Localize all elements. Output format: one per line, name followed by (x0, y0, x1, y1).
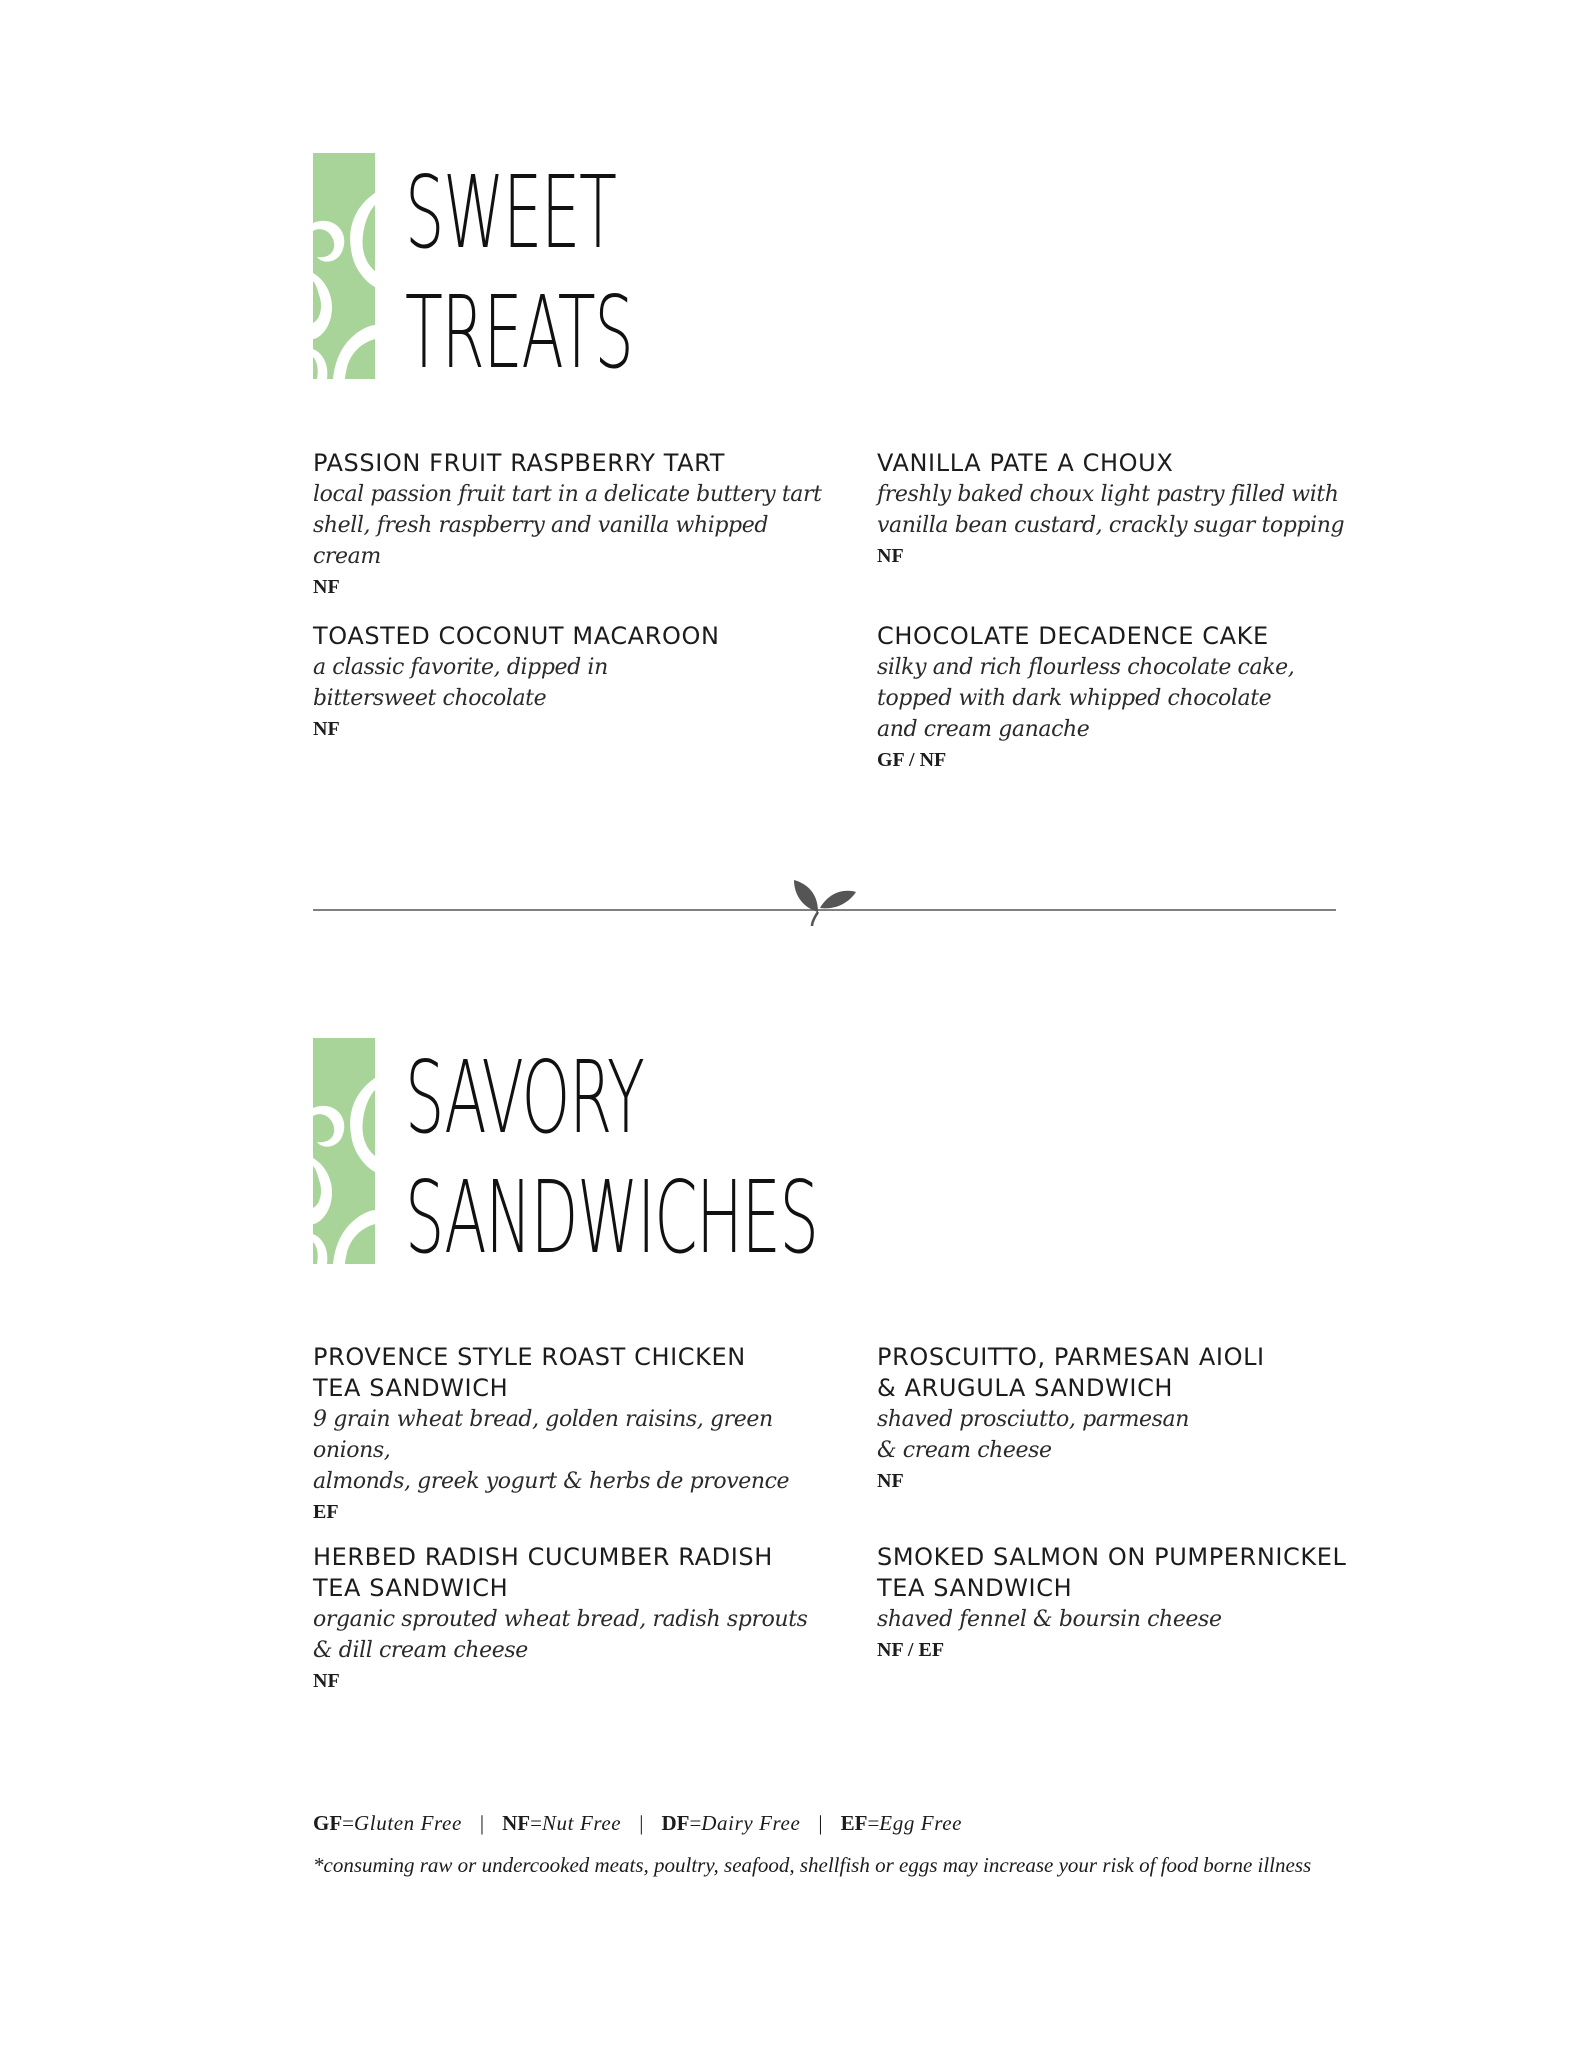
dietary-legend (313, 1808, 962, 1838)
menu-item-name: PASSION FRUIT RASPBERRY TART (313, 449, 725, 477)
section-title-line: SAVORY (405, 1039, 644, 1156)
legend-abbr: DF (661, 1811, 690, 1835)
menu-item-tags: GF / NF (877, 749, 947, 771)
legend-separator: | (639, 1811, 644, 1835)
menu-item-name: PROSCUITTO, PARMESAN AIOLI & ARUGULA SANDWICH (877, 1343, 1265, 1402)
menu-item-tags: NF (313, 718, 340, 740)
menu-item (877, 1342, 1397, 1497)
menu-item-description: 9 grain wheat bread, golden raisins, green onions, almonds, greek yogurt & herbs de provence (313, 1407, 790, 1494)
legend-abbr: NF (502, 1811, 531, 1835)
legend-abbr: EF (840, 1811, 868, 1835)
legend-equals: = (867, 1811, 880, 1835)
menu-item-name: PROVENCE STYLE ROAST CHICKEN TEA SANDWICH (313, 1343, 746, 1402)
savory-sandwiches-title (405, 1038, 1071, 1278)
legend-separator: | (479, 1811, 485, 1835)
menu-item-description: local passion fruit tart in a delicate buttery tart shell, fresh raspberry and vanilla whipped cream (313, 482, 822, 569)
savory-sandwiches-header (313, 1038, 1071, 1278)
menu-item (313, 1342, 833, 1528)
menu-item-description: shaved fennel & boursin cheese (877, 1607, 1222, 1632)
menu-item (313, 621, 833, 745)
menu-item-description: shaved prosciutto, parmesan & cream cheese (877, 1407, 1190, 1463)
menu-item-name: TOASTED COCONUT MACAROON (313, 622, 720, 650)
legend-equals: = (689, 1811, 702, 1835)
menu-item-tags: NF / EF (877, 1639, 945, 1661)
section-title-line: TREATS (405, 274, 633, 391)
menu-item-description: a classic favorite, dipped in bittersweet chocolate (313, 655, 608, 711)
leaf-divider-icon (790, 878, 856, 928)
menu-item-tags: NF (313, 576, 340, 598)
leaf-logo-icon (313, 153, 375, 379)
menu-item-tags: NF (877, 545, 904, 567)
menu-item-name: VANILLA PATE A CHOUX (877, 449, 1174, 477)
menu-item (313, 1542, 833, 1697)
legend-meaning: Egg Free (879, 1811, 963, 1835)
menu-item-description: organic sprouted wheat bread, radish sprouts & dill cream cheese (313, 1607, 808, 1663)
leaf-logo-icon (313, 1038, 375, 1264)
sweet-treats-title (405, 153, 772, 393)
legend-abbr: GF (313, 1811, 343, 1835)
section-title-line: SWEET (405, 154, 616, 271)
section-title-line: SANDWICHES (405, 1159, 818, 1276)
food-safety-disclaimer: *consuming raw or undercooked meats, poultry, seafood, shellfish or eggs may increase your risk of food borne illness (313, 1853, 1312, 1877)
menu-item (877, 621, 1397, 776)
menu-item (313, 448, 833, 603)
menu-item-tags: NF (313, 1670, 340, 1692)
legend-separator: | (818, 1811, 823, 1835)
menu-item-tags: EF (313, 1501, 339, 1523)
legend-meaning: Dairy Free (701, 1811, 801, 1835)
menu-item (877, 448, 1397, 572)
menu-item-tags: NF (877, 1470, 904, 1492)
legend-meaning: Nut Free (541, 1811, 622, 1835)
legend-equals: = (530, 1811, 542, 1835)
menu-item-description: freshly baked choux light pastry filled with vanilla bean custard, crackly sugar topping (877, 482, 1345, 538)
menu-item-description: silky and rich flourless chocolate cake, topped with dark whipped chocolate and cream ganache (877, 655, 1295, 742)
menu-item-name: SMOKED SALMON ON PUMPERNICKEL TEA SANDWICH (877, 1543, 1347, 1602)
legend-meaning: Gluten Free (354, 1811, 462, 1835)
legend-equals: = (342, 1811, 355, 1835)
menu-item-name: HERBED RADISH CUCUMBER RADISH TEA SANDWICH (313, 1543, 773, 1602)
sweet-treats-header (313, 153, 772, 393)
menu-item-name: CHOCOLATE DECADENCE CAKE (877, 622, 1269, 650)
menu-item (877, 1542, 1397, 1666)
